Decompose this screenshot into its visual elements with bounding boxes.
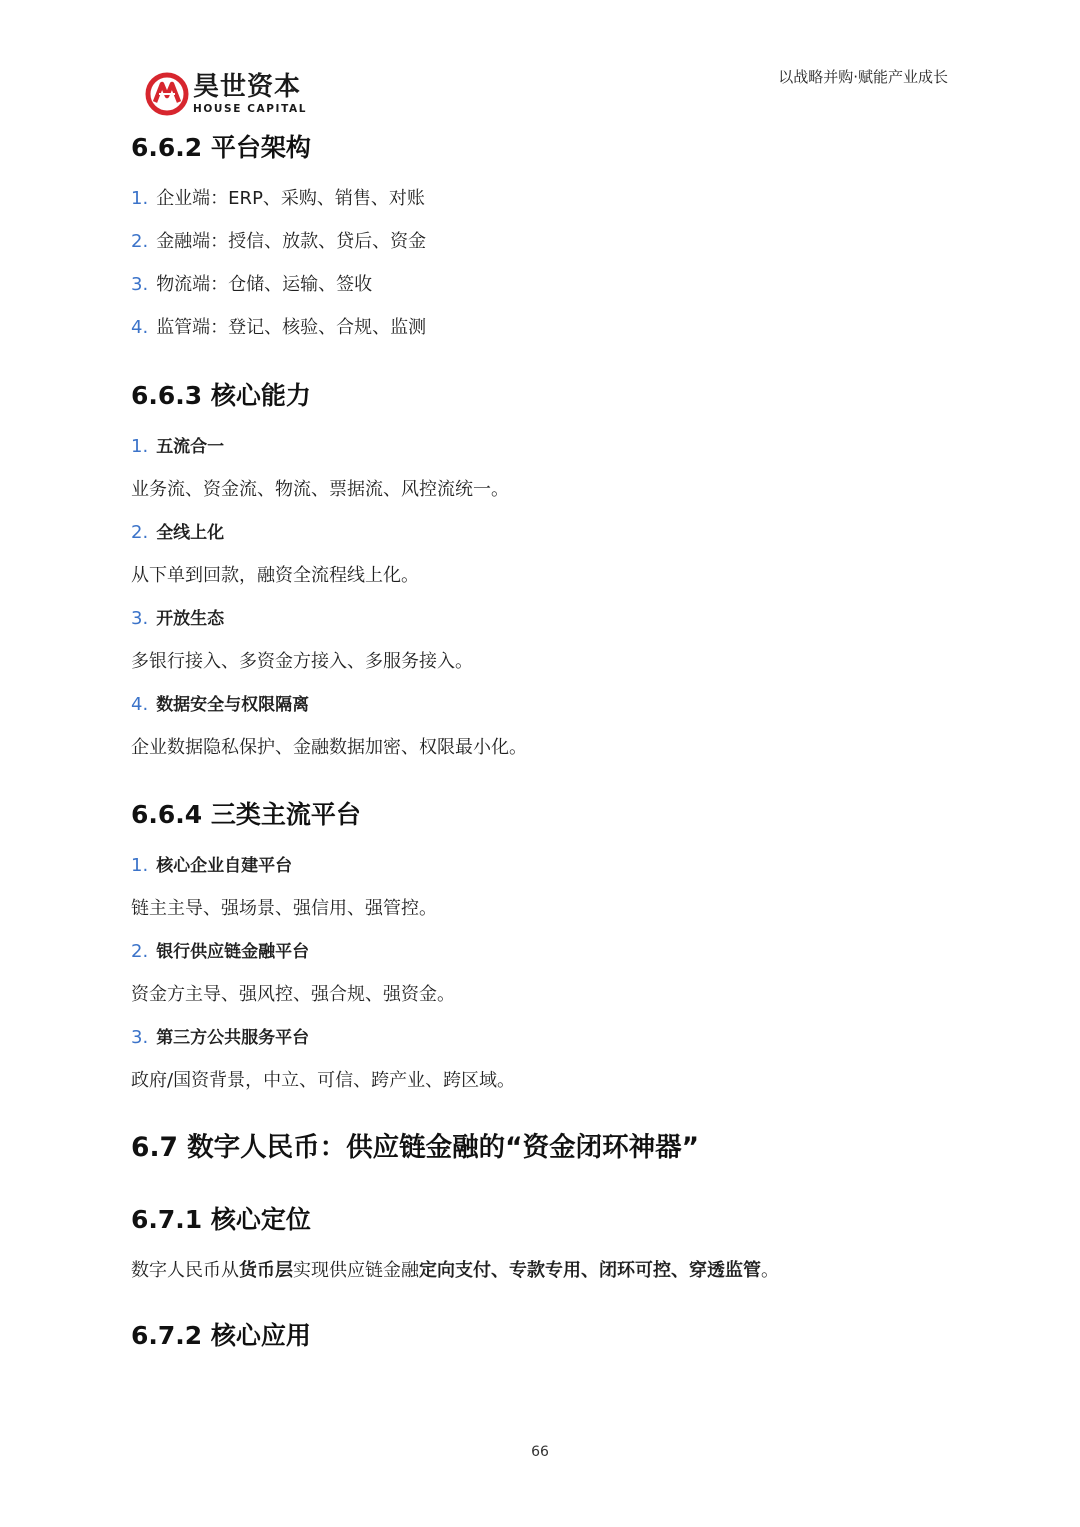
list-number: 1. bbox=[131, 188, 149, 209]
text-run: 实现供应链金融 bbox=[293, 1260, 419, 1281]
item-description: 业务流、资金流、物流、票据流、风控流统一。 bbox=[131, 479, 509, 500]
item-description: 政府/国资背景，中立、可信、跨产业、跨区域。 bbox=[131, 1070, 516, 1091]
company-logo bbox=[145, 70, 307, 118]
bold-run: 货币层 bbox=[239, 1260, 293, 1281]
list-label: 开放生态 bbox=[156, 609, 225, 629]
list-number: 1. bbox=[131, 436, 149, 457]
list-number: 2. bbox=[131, 941, 149, 962]
list-number: 3. bbox=[131, 608, 149, 629]
list-number: 4. bbox=[131, 317, 149, 338]
list-item bbox=[131, 937, 961, 967]
list-item bbox=[131, 227, 961, 257]
bold-run: 定向支付、专款专用、闭环可控、穿透监管 bbox=[419, 1260, 761, 1281]
item-description: 从下单到回款，融资全流程线上化。 bbox=[131, 565, 419, 586]
list-item bbox=[131, 518, 961, 548]
list-item bbox=[131, 432, 961, 462]
list-label: 第三方公共服务平台 bbox=[156, 1028, 310, 1048]
list-number: 2. bbox=[131, 231, 149, 252]
list-item bbox=[131, 851, 961, 881]
list-label: 五流合一 bbox=[156, 437, 225, 457]
list-item bbox=[131, 690, 961, 720]
header-slogan: 以战略并购·赋能产业成长 bbox=[778, 68, 948, 86]
list-item bbox=[131, 604, 961, 634]
list-text: 物流端：仓储、运输、签收 bbox=[156, 274, 373, 295]
text-run: 。 bbox=[761, 1260, 779, 1281]
list-text: 监管端：登记、核验、合规、监测 bbox=[156, 317, 427, 338]
core-positioning-paragraph bbox=[131, 1256, 961, 1286]
logo-english-name: HOUSE CAPITAL bbox=[193, 102, 308, 115]
page-number: 66 bbox=[531, 1444, 549, 1460]
list-label: 银行供应链金融平台 bbox=[156, 942, 310, 962]
list-text: 金融端：授信、放款、贷后、资金 bbox=[156, 231, 427, 252]
list-number: 3. bbox=[131, 274, 149, 295]
list-item bbox=[131, 184, 961, 214]
section-6-7-title: 6.7 数字人民币：供应链金融的“资金闭环神器” bbox=[131, 1132, 700, 1163]
list-text: 企业端：ERP、采购、销售、对账 bbox=[156, 188, 425, 209]
item-description: 链主主导、强场景、强信用、强管控。 bbox=[131, 898, 437, 919]
list-item bbox=[131, 313, 961, 343]
list-item bbox=[131, 270, 961, 300]
text-run: 数字人民币从 bbox=[131, 1260, 239, 1281]
section-6-6-3-title: 6.6.3 核心能力 bbox=[131, 381, 311, 410]
page-content bbox=[131, 128, 961, 1356]
item-description: 资金方主导、强风控、强合规、强资金。 bbox=[131, 984, 455, 1005]
item-description: 企业数据隐私保护、金融数据加密、权限最小化。 bbox=[131, 737, 527, 758]
logo-chinese-name: 昊世资本 bbox=[193, 71, 302, 102]
section-6-6-2-title: 6.6.2 平台架构 bbox=[131, 133, 311, 162]
section-6-7-2-title: 6.7.2 核心应用 bbox=[131, 1321, 311, 1350]
list-item bbox=[131, 1023, 961, 1053]
item-description: 多银行接入、多资金方接入、多服务接入。 bbox=[131, 651, 473, 672]
list-number: 2. bbox=[131, 522, 149, 543]
list-label: 数据安全与权限隔离 bbox=[156, 695, 310, 715]
section-6-7-1-title: 6.7.1 核心定位 bbox=[131, 1205, 311, 1234]
list-number: 4. bbox=[131, 694, 149, 715]
list-number: 1. bbox=[131, 855, 149, 876]
section-6-6-4-title: 6.6.4 三类主流平台 bbox=[131, 800, 361, 829]
list-number: 3. bbox=[131, 1027, 149, 1048]
list-label: 全线上化 bbox=[156, 523, 225, 543]
house-capital-logo-icon bbox=[145, 72, 189, 116]
list-label: 核心企业自建平台 bbox=[156, 856, 293, 876]
